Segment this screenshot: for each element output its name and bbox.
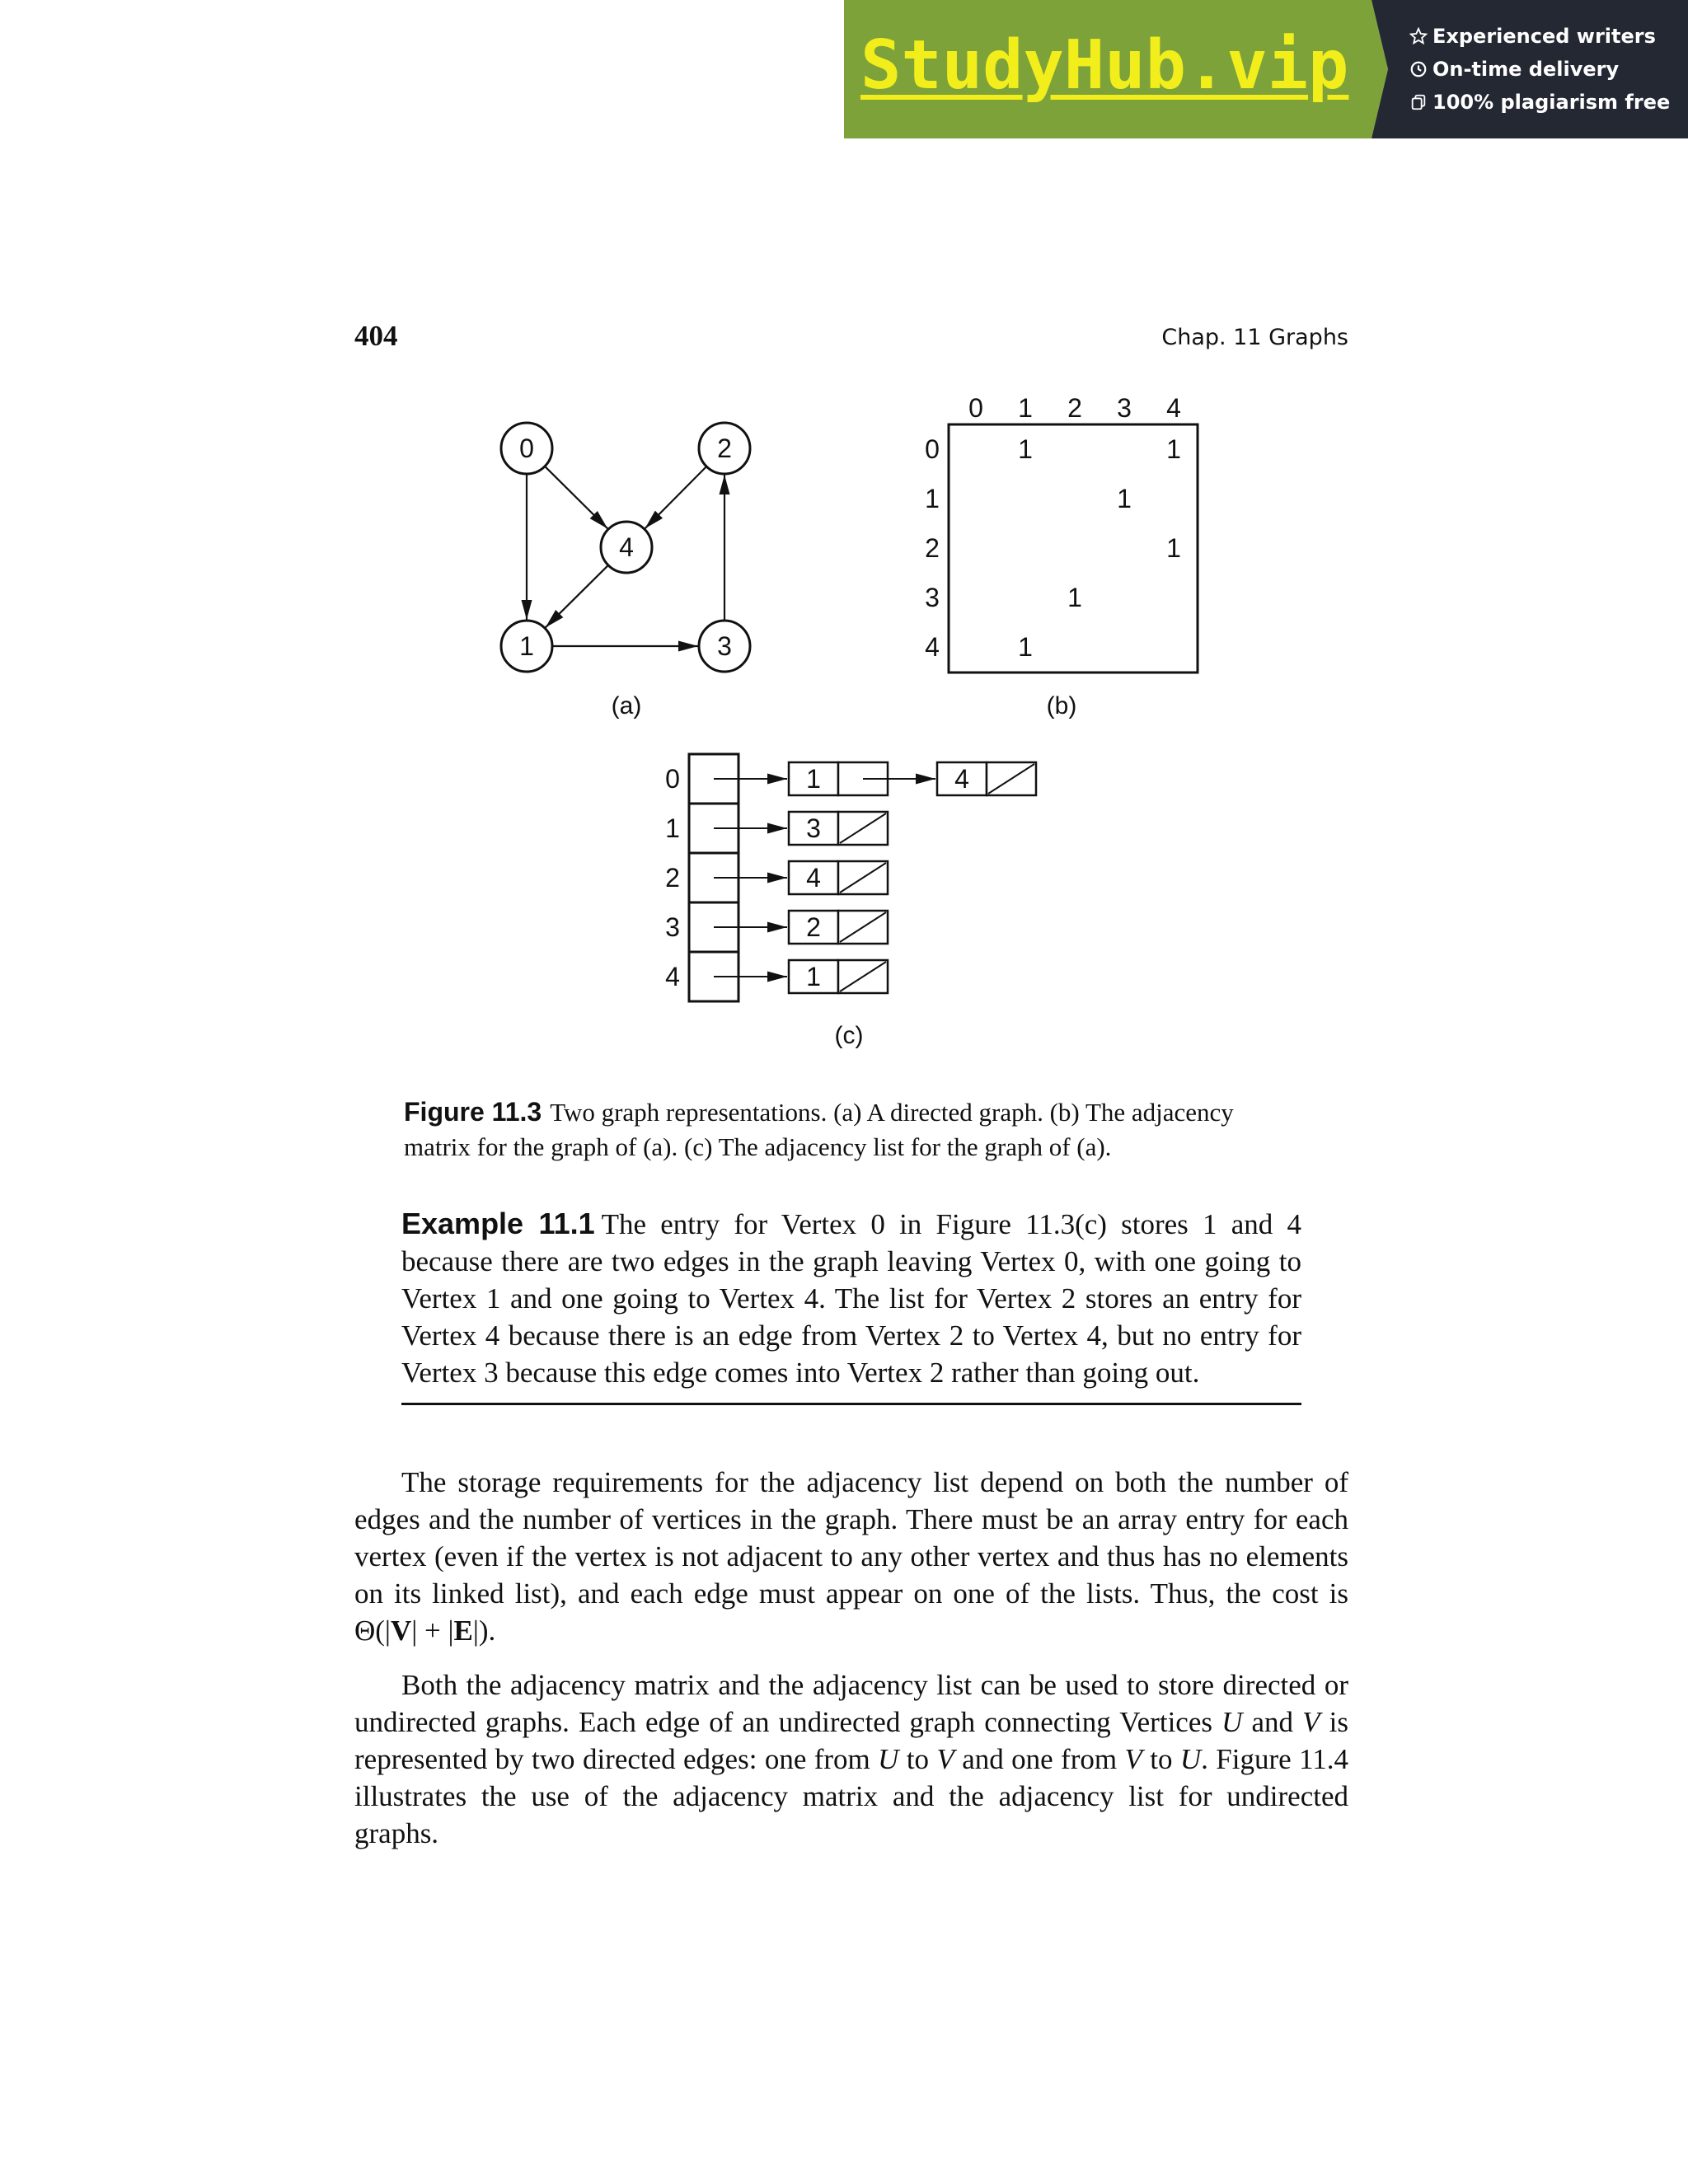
matrix-row-label: 2	[925, 533, 940, 563]
list-node-value: 1	[806, 764, 821, 794]
matrix-row-label: 0	[925, 434, 940, 464]
math-var: V	[936, 1743, 954, 1775]
graph-node-label: 2	[717, 434, 732, 463]
paragraph-storage-requirements	[354, 1464, 1348, 1649]
running-head: Chap. 11 Graphs	[1161, 325, 1348, 350]
math-var: V	[1124, 1743, 1142, 1775]
feature-label: Experienced writers	[1432, 25, 1656, 48]
list-node-value: 4	[954, 764, 969, 794]
example-label: Example 11.1	[401, 1207, 595, 1240]
matrix-caption: (b)	[1046, 692, 1077, 719]
matrix-cell-value: 1	[1117, 484, 1132, 513]
matrix-row-label: 3	[925, 583, 940, 612]
adjacency-list	[665, 754, 1036, 1001]
text: and	[1242, 1706, 1303, 1738]
math-var: U	[1221, 1706, 1243, 1738]
matrix-column-label: 4	[1166, 393, 1181, 423]
matrix-cell-value: 1	[1166, 533, 1181, 563]
list-node-value: 4	[806, 863, 821, 893]
page-number: 404	[354, 320, 398, 352]
graph-node-label: 0	[519, 434, 534, 463]
math-plus: | + |	[411, 1615, 454, 1647]
math-theta: Θ(|	[354, 1615, 391, 1647]
list-node-value: 3	[806, 813, 821, 843]
feature-label: On-time delivery	[1432, 58, 1620, 81]
figure-caption	[404, 1094, 1302, 1165]
text: Both the adjacency matrix and the adjacency list can be used to store directed or undirected graphs. Each edge of an undirected graph connecting Vertices	[354, 1669, 1348, 1738]
matrix-column-label: 2	[1067, 393, 1082, 423]
matrix-row-label: 1	[925, 484, 940, 513]
body-text	[354, 1464, 1348, 1869]
graph-node-label: 4	[619, 532, 634, 562]
paragraph-text: The storage requirements for the adjacency list depend on both the number of edges and the number of vertices in the graph. There must be an array entry for each vertex (even if the vertex is not adjacent to any other vertex and thus has no elements on its linked list), and each edge must appear on one of the lists. Thus, the cost is	[354, 1466, 1348, 1610]
matrix-row-label: 4	[925, 632, 940, 662]
matrix-cell-value: 1	[1067, 583, 1082, 612]
brand-logo[interactable]: StudyHub.vip	[860, 26, 1349, 105]
list-row-label: 0	[665, 764, 680, 794]
text: and one from	[954, 1743, 1125, 1775]
graph-node-label: 3	[717, 631, 732, 661]
matrix-column-label: 3	[1117, 393, 1132, 423]
matrix-column-label: 0	[968, 393, 983, 423]
graph-node-label: 1	[519, 631, 534, 661]
math-var: U	[878, 1743, 899, 1775]
list-row-label: 3	[665, 912, 680, 942]
text: to	[898, 1743, 937, 1775]
graph-caption: (a)	[611, 692, 642, 719]
list-row-label: 4	[665, 962, 680, 991]
list-node-value: 1	[806, 962, 821, 991]
list-node-value: 2	[806, 912, 821, 942]
matrix-column-label: 1	[1018, 393, 1033, 423]
list-caption: (c)	[834, 1022, 864, 1049]
matrix-cell-value: 1	[1018, 434, 1033, 464]
text: is represented by two directed edges: one from	[354, 1706, 1348, 1775]
paragraph-undirected-graphs	[354, 1666, 1348, 1852]
matrix-cell-value: 1	[1166, 434, 1181, 464]
math-vertex-set: V	[390, 1615, 412, 1647]
matrix-cell-value: 1	[1018, 632, 1033, 662]
text: to	[1142, 1743, 1180, 1775]
list-row-label: 1	[665, 813, 680, 843]
list-row-label: 2	[665, 863, 680, 893]
math-close: |).	[472, 1615, 496, 1647]
text: . Figure 11.4 illustrates the use of the adjacency matrix and the adjacency list for undirected graphs.	[354, 1743, 1348, 1849]
figure-caption-label: Figure 11.3	[404, 1097, 542, 1127]
feature-label: 100% plagiarism free	[1432, 91, 1671, 114]
figure-caption-text: Two graph representations. (a) A directed graph. (b) The adjacency matrix for the graph of (a). (c) The adjacency list for the graph of (a).	[404, 1098, 1234, 1161]
example-text: The entry for Vertex 0 in Figure 11.3(c) stores 1 and 4 because there are two edges in the graph leaving Vertex 0, with one going to Vertex 1 and one going to Vertex 4. The list for Vertex 2 stores an entry for Vertex 4 because there is an edge from Vertex 2 to Vertex 4, but no entry for Vertex 3 because this edge comes into Vertex 2 rather than going out.	[401, 1208, 1301, 1389]
math-edge-set: E	[453, 1615, 473, 1647]
example-block	[401, 1205, 1301, 1405]
math-var: V	[1302, 1706, 1320, 1738]
math-var: U	[1179, 1743, 1202, 1775]
